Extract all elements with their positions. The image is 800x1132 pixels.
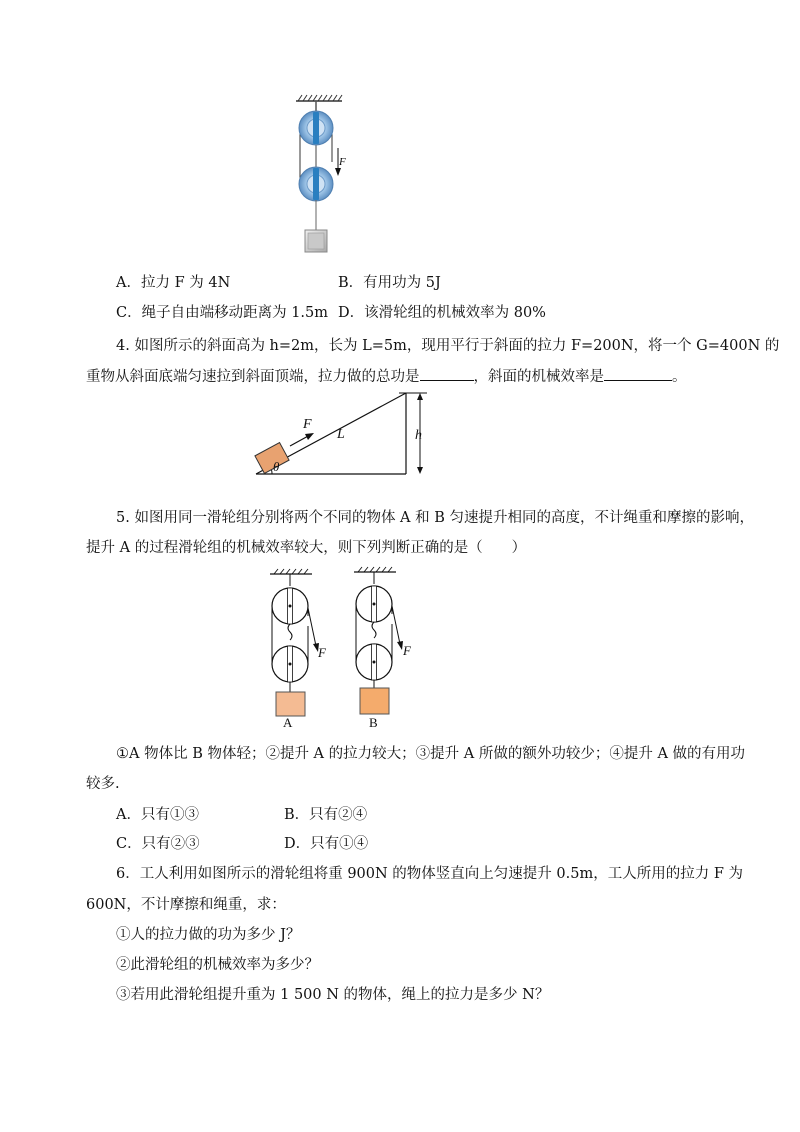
q4-label-h: h — [415, 428, 422, 443]
q5-option-c: C．只有②③ — [116, 836, 200, 852]
q6-question-line2: 600N，不计摩擦和绳重，求： — [86, 897, 286, 913]
q4-question-line1: 4. 如图所示的斜面高为 h=2m，长为 L=5m，现用平行于斜面的拉力 F=200N，将一个 G=400N 的 — [116, 338, 780, 354]
q4-question-line2 — [86, 366, 687, 387]
q4-blank-total-work[interactable] — [420, 366, 474, 381]
q3-pulley-figure — [280, 92, 370, 257]
q3-option-d: D．该滑轮组的机械效率为 80% — [338, 305, 546, 321]
q6-subquestion-2: ②此滑轮组的机械效率为多少？ — [116, 957, 319, 973]
q5-label-B: B — [369, 715, 378, 730]
q4-blank-efficiency[interactable] — [604, 366, 672, 381]
q3-option-b: B．有用功为 5J — [338, 275, 441, 291]
q4-text-a: 重物从斜面底端匀速拉到斜面顶端，拉力做的总功是 — [86, 369, 420, 385]
q6-subquestion-1: ①人的拉力做的功为多少 J？ — [116, 927, 301, 943]
q6-question-line1: 6．工人利用如图所示的滑轮组将重 900N 的物体竖直向上匀速提升 0.5m，工人所用的拉力 F 为 — [116, 866, 744, 882]
q5-option-b: B．只有②④ — [284, 807, 368, 823]
q5-statements-line1: ①A 物体比 B 物体轻；②提升 A 的拉力较大；③提升 A 所做的额外功较少；④提升 A 做的有用功 — [116, 746, 746, 762]
q5-question-line1: 5. 如图用同一滑轮组分别将两个不同的物体 A 和 B 匀速提升相同的高度，不计绳重和摩擦的影响， — [116, 510, 755, 526]
q4-incline-figure — [228, 388, 438, 483]
q5-pulley-figure-b — [346, 566, 416, 716]
q4-label-theta: θ — [273, 459, 280, 474]
q4-text-c: 。 — [672, 369, 687, 385]
q5-statements-line2: 较多. — [86, 776, 120, 792]
q5-label-F-right: F — [403, 643, 411, 658]
q3-option-a: A．拉力 F 为 4N — [116, 275, 231, 291]
q4-label-F: F — [303, 417, 312, 432]
q5-option-a: A．只有①③ — [116, 807, 199, 823]
q5-option-d: D．只有①④ — [284, 836, 369, 852]
q5-label-A: A — [283, 715, 293, 730]
q5-pulley-figure-a — [262, 568, 332, 718]
q5-question-line2: 提升 A 的过程滑轮组的机械效率较大，则下列判断正确的是（ ） — [86, 540, 527, 556]
q6-subquestion-3: ③若用此滑轮组提升重为 1 500 N 的物体，绳上的拉力是多少 N？ — [116, 987, 550, 1003]
q5-label-F-left: F — [318, 645, 326, 660]
q3-force-label: F — [339, 156, 346, 168]
q4-text-b: ，斜面的机械效率是 — [473, 369, 604, 385]
q4-label-L: L — [337, 427, 345, 442]
q3-option-c: C．绳子自由端移动距离为 1.5m — [116, 305, 329, 321]
